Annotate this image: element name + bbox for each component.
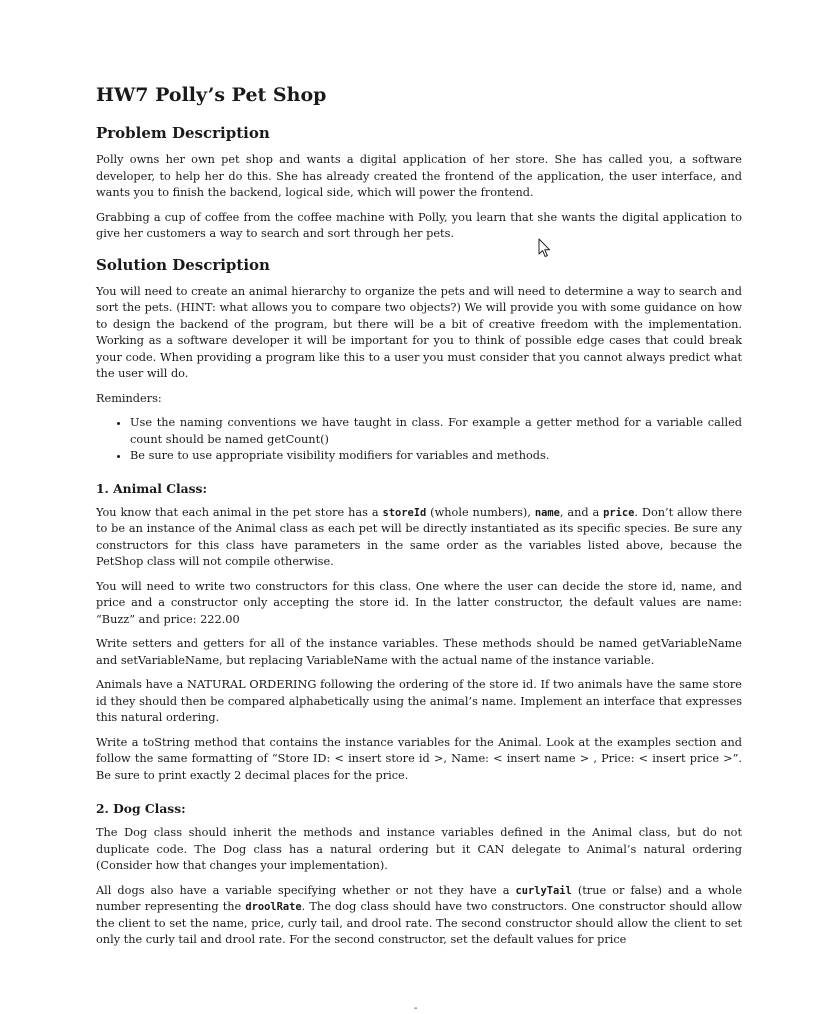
- dog-paragraph-1: The Dog class should inherit the methods and instance variables defined in the Animal class, but do not duplicate code. The Dog class has a natural ordering but it CAN delegate to Animal’s natural ordering (Consider how that changes your implementation).: [96, 826, 742, 872]
- code-price: price: [603, 506, 635, 519]
- code-droolrate: droolRate: [245, 901, 302, 913]
- code-storeid: storeId: [382, 506, 427, 519]
- problem-paragraph-1: Polly owns her own pet shop and wants a digital application of her store. She has called you, a software developer, to help her do this. She has already created the frontend of the application, the user interface, and wants you to finish the backend, logical side, which will power the frontend.: [96, 153, 742, 199]
- reminders-list: [96, 415, 742, 465]
- animal-class-heading: 1. Animal Class:: [96, 480, 208, 496]
- code-name: name: [534, 506, 560, 519]
- document-page: [96, 82, 742, 957]
- animal-paragraph-4: Animals have a NATURAL ORDERING following the ordering of the store id. If two animals have the same store id they should then be compared alphabetically using the animal’s name. Implement an interface that expresses this natural ordering.: [96, 678, 742, 724]
- code-curlytail: curlyTail: [515, 884, 572, 897]
- dog-class-heading: 2. Dog Class:: [96, 801, 186, 816]
- problem-heading: Problem Description: [96, 124, 270, 142]
- mouse-cursor-icon: [538, 238, 552, 258]
- solution-paragraph-1: You will need to create an animal hierarchy to organize the pets and will need to determine a way to search and sort the pets. (HINT: what allows you to compare two objects?) We will provide you with some guidance on how to design the backend of the program, but there will be a bit of creative freedom with the implementation. Working as a software developer it will be important for you to think of possible edge cases that could break your code. When providing a program like this to a user you must consider that you cannot always predict what the user will do.: [96, 284, 742, 380]
- solution-heading: Solution Description: [96, 255, 270, 274]
- animal-paragraph-2: You will need to write two constructors for this class. One where the user can decide the store id, name, and price and a constructor only accepting the store id. In the latter constructor, the default values are name: “Buzz” and price: 222.00: [96, 579, 742, 626]
- animal-paragraph-5: Write a toString method that contains the instance variables for the Animal. Look at the examples section and follow the same formatting of “Store ID: < insert store id >, Name: < insert name > , Price: < insert price >”. Be sure to print exactly 2 decimal places for the price.: [96, 735, 742, 782]
- animal-paragraph-1: You know that each animal in the pet store has a storeId (whole numbers), name, and a price. Don’t allow there to be an instance of the Animal class as each pet will be directly instantiated as its specific species. Be sure any constructors for this class have parameters in the same order as the variables listed above, because the PetShop class will not compile otherwise.: [96, 505, 743, 568]
- animal-paragraph-3: Write setters and getters for all of the instance variables. These methods should be named getVariableName and setVariableName, but replacing VariableName with the actual name of the instance variable.: [96, 637, 742, 667]
- reminder-item: • Be sure to use appropriate visibility modifiers for variables and methods.: [130, 448, 742, 465]
- page-number-marker: -: [414, 1003, 418, 1014]
- problem-paragraph-2: Grabbing a cup of coffee from the coffee machine with Polly, you learn that she wants the digital application to give her customers a way to search and sort through her pets.: [96, 210, 742, 240]
- page-title: HW7 Polly’s Pet Shop: [96, 84, 327, 106]
- reminders-label: Reminders:: [96, 391, 162, 405]
- dog-paragraph-2: All dogs also have a variable specifying whether or not they have a curlyTail (true or false) and a whole number representing the droolRate. The dog class should have two constructors. One constructor should allow the client to set the name, price, curly tail, and drool rate. The second constructor should allow the client to set only the curly tail and drool rate. For the second constructor, set the default values for price: [96, 883, 742, 946]
- reminder-item: • Use the naming conventions we have taught in class. For example a getter method for a variable called count should be named getCount(): [130, 415, 742, 448]
